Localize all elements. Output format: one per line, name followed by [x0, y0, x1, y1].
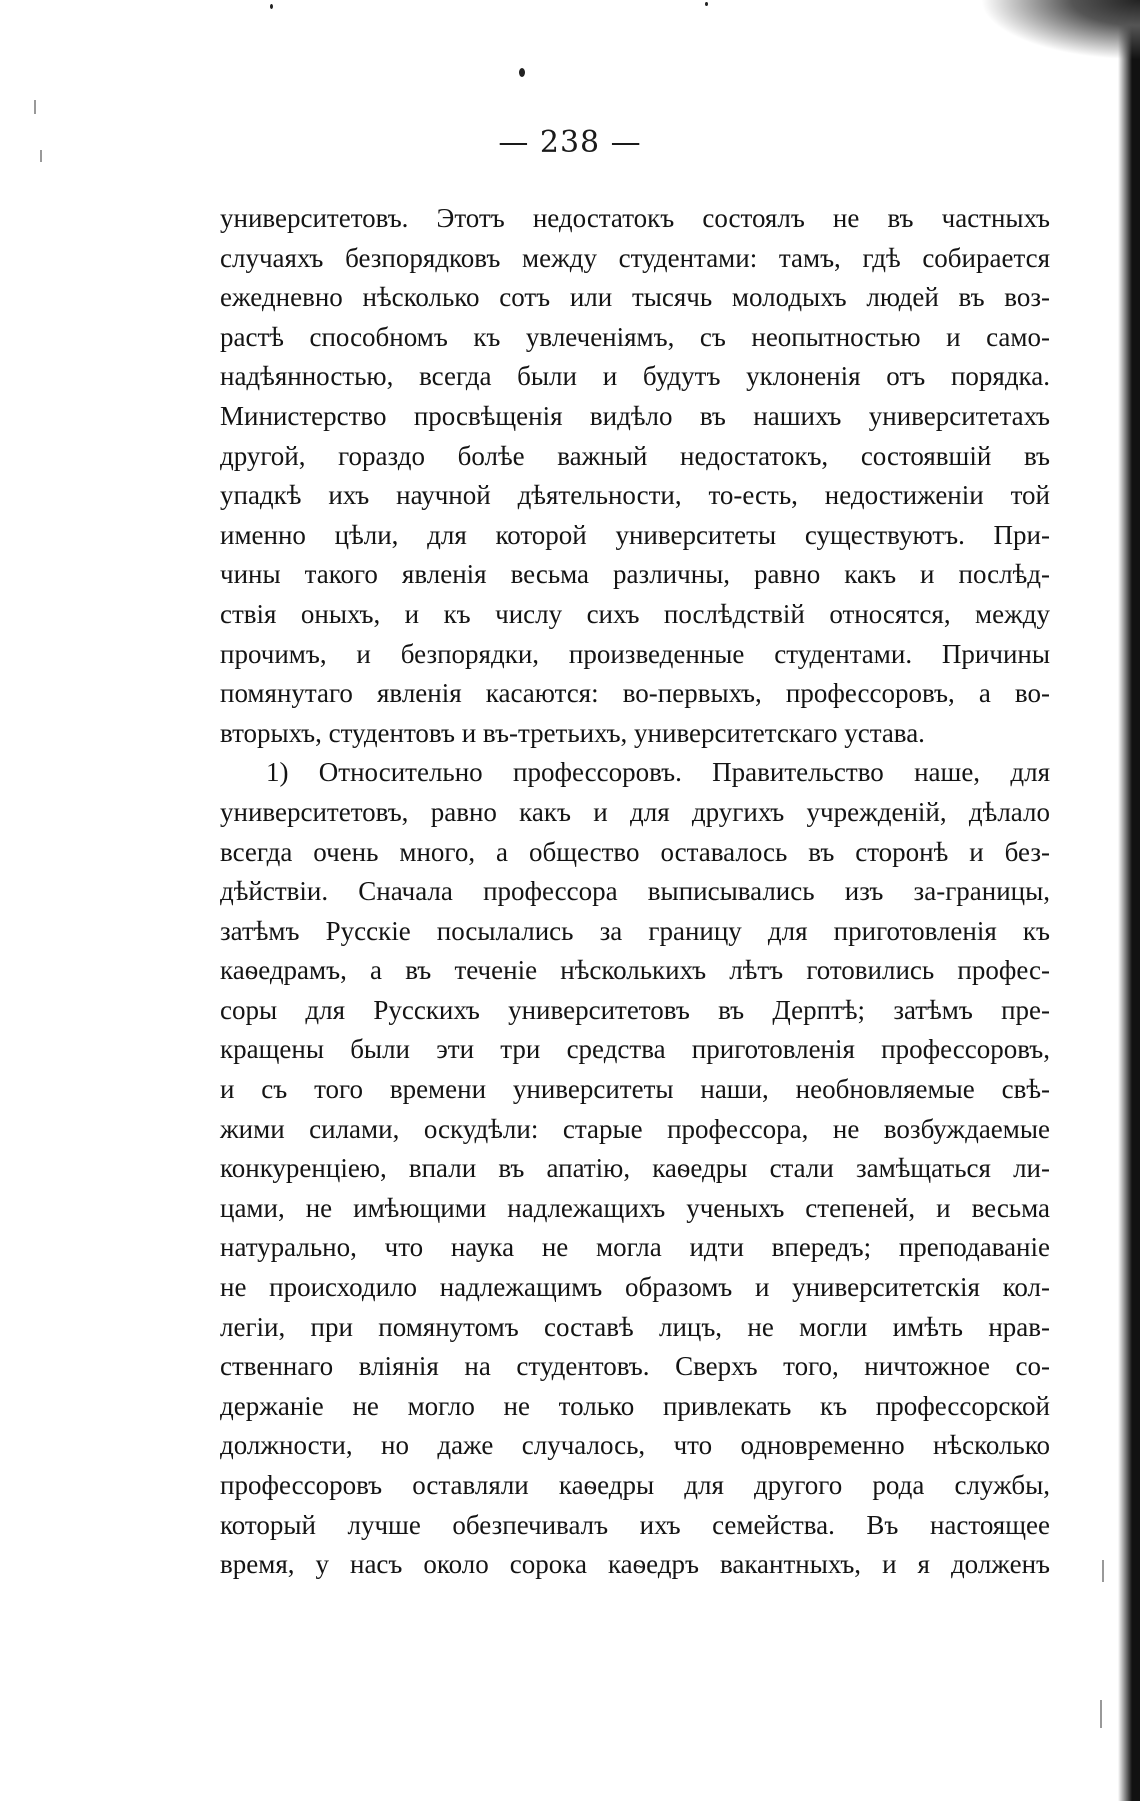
- text-line: каѳедрамъ, а въ теченіе нѣсколькихъ лѣтъ готовились профес-: [220, 955, 1050, 986]
- text-line: затѣмъ Русскіе посылались за границу для приготовленія къ: [220, 915, 1050, 946]
- scan-edge-shadow: [1118, 0, 1140, 1801]
- text-line: кращены были эти три средства приготовленія профессоровъ,: [220, 1034, 1050, 1065]
- text-line: случаяхъ безпорядковъ между студентами: тамъ, гдѣ собирается: [220, 242, 1050, 273]
- ink-speck: [519, 68, 525, 77]
- text-line: ственнаго вліянія на студентовъ. Сверхъ того, ничтожное со-: [220, 1351, 1050, 1382]
- text-line: не происходило надлежащимъ образомъ и университетскія кол-: [220, 1272, 1050, 1303]
- text-line: дѣйствіи. Сначала профессора выписывались изъ за-границы,: [220, 876, 1050, 907]
- scan-corner-shadow: [980, 0, 1140, 60]
- ink-speck: [270, 4, 273, 9]
- text-line: который лучше обезпечивалъ ихъ семейства. Въ настоящее: [220, 1509, 1050, 1540]
- body-text: [220, 199, 1050, 1585]
- text-line: цами, не имѣющими надлежащихъ ученыхъ степеней, и весьма: [220, 1192, 1050, 1223]
- paragraph-last-line: вторыхъ, студентовъ и въ-третьихъ, университетскаго устава.: [220, 717, 925, 748]
- paragraph-first-line: 1) Относительно профессоровъ. Правительство наше, для: [266, 757, 1050, 788]
- text-line: университетовъ. Этотъ недостатокъ состоялъ не въ частныхъ: [220, 203, 1050, 233]
- text-line: держаніе не могло не только привлекать къ профессорской: [220, 1390, 1050, 1421]
- text-line: профессоровъ оставляли каѳедры для другого рода службы,: [220, 1470, 1050, 1500]
- text-line: и съ того времени университеты наши, необновляемые свѣ-: [220, 1074, 1050, 1105]
- text-line: упадкѣ ихъ научной дѣятельности, то-есть, недостиженіи той: [220, 480, 1050, 511]
- text-line: чины такого явленія весьма различны, равно какъ и послѣд-: [220, 559, 1050, 590]
- text-line: всегда очень много, а общество оставалось въ сторонѣ и без-: [220, 836, 1050, 867]
- text-line: время, у насъ около сорока каѳедръ вакантныхъ, и я долженъ: [220, 1549, 1050, 1580]
- scan-margin-mark: [34, 100, 36, 114]
- scan-margin-mark: [1100, 1700, 1102, 1728]
- page-number: — 238 —: [498, 125, 642, 160]
- text-line: университетовъ, равно какъ и для другихъ учрежденій, дѣлало: [220, 796, 1050, 827]
- text-line: именно цѣли, для которой университеты существуютъ. При-: [220, 519, 1050, 550]
- text-line: соры для Русскихъ университетовъ въ Дерптѣ; затѣмъ пре-: [220, 994, 1050, 1025]
- text-line: ежедневно нѣсколько сотъ или тысячь молодыхъ людей въ воз-: [220, 282, 1050, 313]
- text-line: конкуренціею, впали въ апатію, каѳедры стали замѣщаться ли-: [220, 1153, 1050, 1184]
- text-line: ствія оныхъ, и къ числу сихъ послѣдствій относятся, между: [220, 598, 1050, 629]
- text-line: прочимъ, и безпорядки, произведенные студентами. Причины: [220, 638, 1050, 669]
- text-line: жими силами, оскудѣли: старые профессора, не возбуждаемые: [220, 1113, 1050, 1144]
- text-line: натурально, что наука не могла идти впередъ; преподаваніе: [220, 1232, 1050, 1263]
- ink-speck: [705, 2, 708, 6]
- text-line: помянутаго явленія касаются: во-первыхъ, профессоровъ, а во-: [220, 678, 1050, 709]
- text-line: растѣ способномъ къ увлеченіямъ, съ неопытностью и само-: [220, 321, 1050, 352]
- text-line: легіи, при помянутомъ составѣ лицъ, не могли имѣть нрав-: [220, 1311, 1050, 1342]
- text-line: Министерство просвѣщенія видѣло въ нашихъ университетахъ: [220, 400, 1050, 431]
- text-line: должности, но даже случалось, что одновременно нѣсколько: [220, 1430, 1050, 1461]
- text-line: надѣянностью, всегда были и будутъ уклоненія отъ порядка.: [220, 361, 1050, 392]
- text-line: другой, гораздо болѣе важный недостатокъ, состоявшій въ: [220, 440, 1050, 471]
- scan-margin-mark: [1102, 1560, 1104, 1582]
